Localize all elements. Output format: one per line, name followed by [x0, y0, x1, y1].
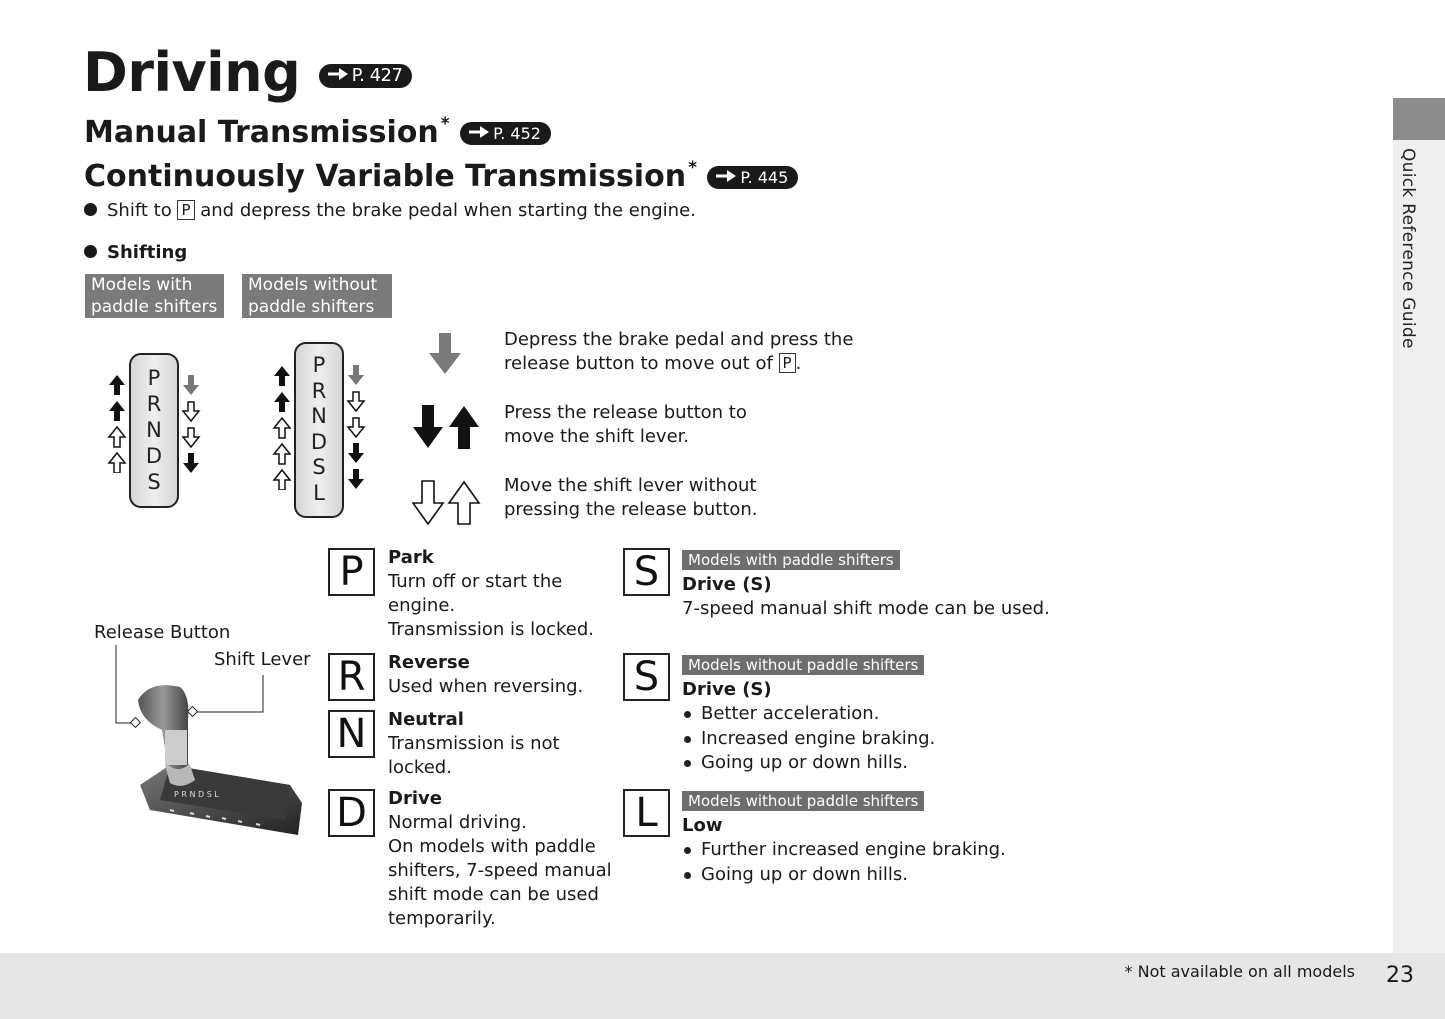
down-solid-arrow-icon	[348, 469, 364, 489]
list-item: Better acceleration.	[682, 702, 935, 727]
list-item: Further increased engine braking.	[682, 838, 1006, 863]
position-s-paddle-letter: S	[623, 548, 670, 596]
down-outline-arrow-icon	[183, 428, 199, 447]
gate-without-paddle: P R N D S L	[294, 342, 344, 518]
shift-key-p: P	[779, 353, 796, 373]
position-p-desc: Park Turn off or start the engine. Transmission is locked.	[388, 547, 595, 640]
up-solid-arrow-icon	[274, 366, 290, 386]
up-solid-arrow-icon	[274, 392, 290, 412]
shifting-heading: Shifting	[84, 241, 187, 264]
shift-lever-label: Shift Lever	[214, 649, 311, 670]
down-solid-arrow-icon	[348, 443, 364, 463]
down-solid-arrow-icon	[183, 453, 199, 473]
list-item: Increased engine braking.	[682, 727, 935, 752]
gate-marks-text: P R N D S L	[174, 790, 219, 799]
down-gray-arrow-icon	[183, 375, 199, 395]
legend-icon-outline	[412, 480, 482, 530]
shift-lever-illustration	[110, 645, 310, 840]
up-outline-arrow-icon	[274, 470, 290, 490]
legend-icon-solid	[412, 405, 482, 453]
page-ref-badge[interactable]: P. 452	[460, 122, 551, 145]
release-button-label: Release Button	[94, 622, 231, 643]
down-gray-arrow-icon	[429, 333, 461, 374]
position-s-paddle-desc: Models with paddle shifters Drive (S) 7-speed manual shift mode can be used.	[682, 551, 1050, 619]
position-d-desc: Drive Normal driving. On models with paddle shifters, 7-speed manual shift mode can be used temporarily.	[388, 788, 612, 929]
page-number: 23	[1386, 963, 1414, 988]
legend-text-outline: Move the shift lever without pressing the release button.	[504, 475, 758, 520]
up-outline-arrow-icon	[449, 482, 479, 524]
arrow-right-icon	[327, 67, 349, 85]
model-tag: Models with paddle shifters	[682, 550, 900, 570]
up-solid-arrow-icon	[109, 401, 125, 421]
legend-text-solid: Press the release button to move the shift lever.	[504, 402, 747, 447]
manual-transmission-heading: Manual Transmission * P. 452	[84, 118, 551, 148]
up-solid-arrow-icon	[109, 375, 125, 395]
position-n-desc: Neutral Transmission is not locked.	[388, 709, 560, 778]
label-without-paddle: Models without paddle shifters	[242, 274, 392, 318]
up-outline-arrow-icon	[109, 427, 125, 447]
down-gray-arrow-icon	[348, 365, 364, 385]
gate-diagram-without-paddle	[272, 342, 372, 520]
up-solid-arrow-icon	[449, 406, 479, 449]
gate-right-arrows	[346, 365, 366, 495]
position-l-letter: L	[623, 789, 670, 837]
bullet-icon	[84, 203, 97, 216]
gate-right-arrows	[181, 375, 201, 479]
position-p-letter: P	[328, 548, 375, 596]
label-with-paddle: Models with paddle shifters	[85, 274, 224, 318]
down-outline-arrow-icon	[183, 402, 199, 421]
legend-icon-gray-down	[428, 333, 462, 379]
page-title: Driving P. 427	[83, 46, 412, 100]
down-outline-arrow-icon	[413, 481, 443, 524]
cvt-heading: Continuously Variable Transmission * P. 445	[84, 162, 798, 192]
gate-left-arrows	[272, 364, 292, 494]
position-s-no-paddle-desc: Models without paddle shifters Drive (S) Better acceleration. Increased engine braking. Going up or down hills.	[682, 653, 935, 776]
gate-diagram-with-paddle	[107, 353, 207, 508]
gate-left-arrows	[107, 373, 127, 479]
arrow-right-icon	[468, 125, 490, 142]
down-outline-arrow-icon	[348, 418, 364, 437]
gate-with-paddle: P R N D S	[129, 353, 179, 508]
page-ref-badge[interactable]: P. 445	[707, 166, 798, 189]
model-tag: Models without paddle shifters	[682, 655, 924, 675]
position-r-desc: Reverse Used when reversing.	[388, 652, 584, 697]
down-outline-arrow-icon	[348, 392, 364, 411]
list-item: Going up or down hills.	[682, 863, 1006, 888]
up-outline-arrow-icon	[274, 418, 290, 438]
list-item: Going up or down hills.	[682, 751, 935, 776]
arrow-right-icon	[715, 169, 737, 186]
position-l-desc: Models without paddle shifters Low Further increased engine braking. Going up or down hills.	[682, 789, 1006, 887]
shift-key-p: P	[177, 200, 194, 220]
model-tag: Models without paddle shifters	[682, 791, 924, 811]
sidebar-label[interactable]: Quick Reference Guide	[1398, 148, 1418, 349]
intro-bullet: Shift to P and depress the brake pedal when starting the engine.	[84, 199, 696, 222]
position-d-letter: D	[328, 789, 375, 837]
bullet-icon	[84, 245, 97, 258]
footnote: * Not available on all models	[1124, 962, 1355, 981]
down-solid-arrow-icon	[413, 405, 443, 448]
position-s-no-paddle-letter: S	[623, 653, 670, 701]
position-n-letter: N	[328, 710, 375, 758]
up-outline-arrow-icon	[274, 444, 290, 464]
page-ref-badge[interactable]: P. 427	[319, 64, 413, 88]
legend-text-gray: Depress the brake pedal and press the release button to move out of P .	[504, 329, 854, 374]
sidebar-tab-marker	[1393, 98, 1445, 140]
up-outline-arrow-icon	[109, 453, 125, 473]
position-r-letter: R	[328, 653, 375, 701]
